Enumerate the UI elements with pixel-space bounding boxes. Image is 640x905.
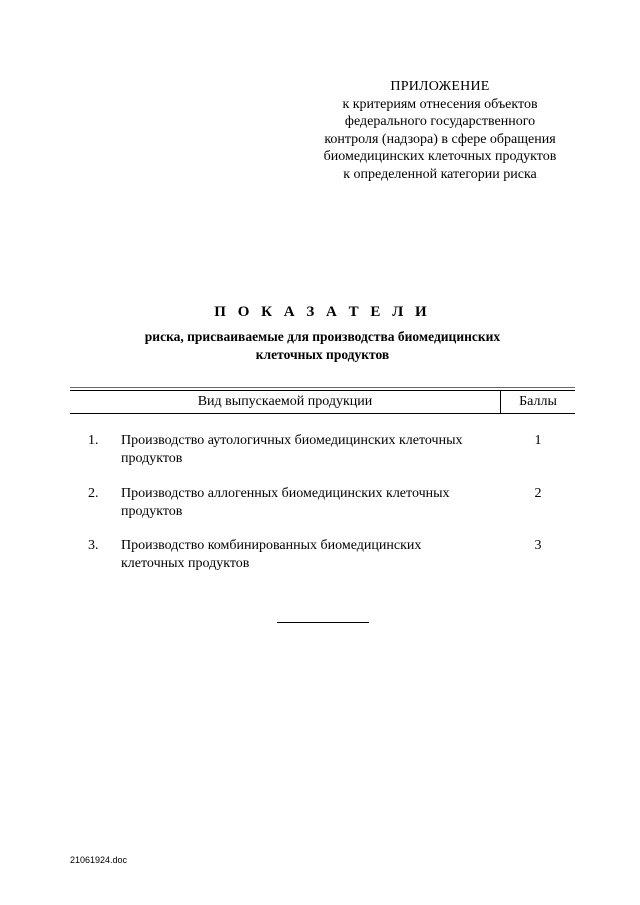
subtitle-line: риска, присваиваемые для производства биомедицинских [144, 329, 501, 344]
table-header [70, 390, 575, 414]
table-top-rule [70, 387, 575, 388]
row-number: 2. [88, 486, 99, 501]
annex-block [300, 78, 580, 183]
row-text-line: Производство аллогенных биомедицинских клеточных [121, 486, 450, 501]
row-text [121, 537, 501, 573]
row-number: 1. [88, 433, 99, 448]
row-text [121, 485, 501, 521]
row-text [121, 432, 501, 468]
row-score: 3 [534, 538, 542, 553]
row-text-line: Производство комбинированных биомедицинских [121, 538, 422, 553]
document-subtitle [70, 328, 575, 364]
annex-line: федерального государственного [344, 114, 536, 129]
annex-line: биомедицинских клеточных продуктов [323, 149, 557, 164]
annex-line: контроля (надзора) в сфере обращения [324, 131, 556, 147]
document-id: 21061924.doc [70, 855, 128, 865]
row-score: 2 [534, 486, 542, 501]
annex-line: к критериям отнесения объектов [342, 96, 538, 112]
row-text-line: клеточных продуктов [121, 556, 250, 571]
header-product-type: Вид выпускаемой продукции [70, 391, 501, 413]
row-score: 1 [534, 433, 542, 448]
row-text-line: продуктов [121, 451, 183, 466]
row-number: 3. [88, 538, 99, 553]
end-divider [277, 622, 369, 623]
row-text-line: Производство аутологичных биомедицинских клеточных [121, 433, 463, 448]
annex-title: ПРИЛОЖЕНИЕ [390, 79, 490, 94]
header-score: Баллы [519, 394, 557, 409]
document-title: П О К А З А Т Е Л И [214, 304, 431, 320]
subtitle-line: клеточных продуктов [255, 347, 390, 362]
annex-line: к определенной категории риска [343, 166, 537, 182]
row-text-line: продуктов [121, 504, 183, 519]
